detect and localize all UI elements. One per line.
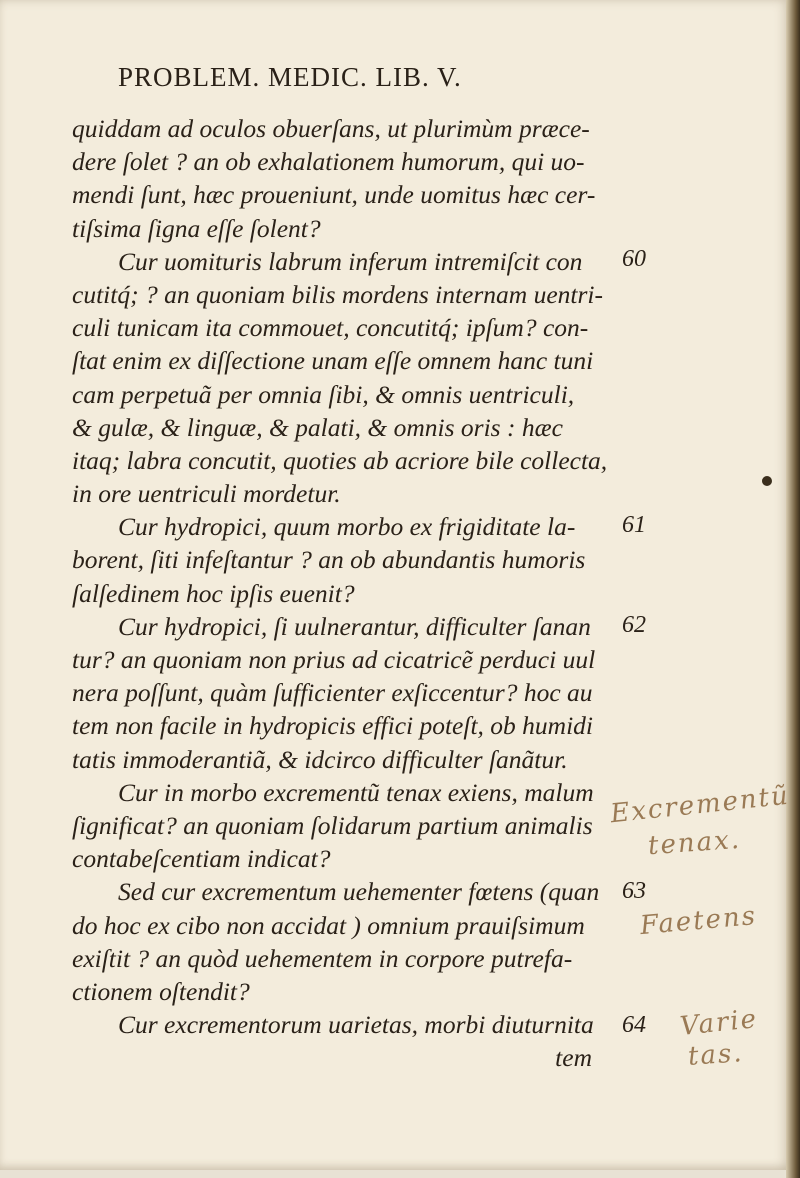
text-line: Cur in morbo excrementũ tenax exiens, malum <box>118 777 594 807</box>
text-line: borent, ſiti infeſtantur ? an ob abundantis humoris <box>72 545 586 575</box>
text-line: exiſtit ? an quòd uehementem in corpore putrefa- <box>72 943 573 973</box>
page-edge <box>786 0 800 1178</box>
text-line: do hoc ex cibo non accidat ) omnium prauiſsimum <box>72 910 585 940</box>
text-line: & gulæ, & linguæ, & palati, & omnis oris : hæc <box>72 412 563 442</box>
handwritten-note: Faetens <box>638 900 759 942</box>
text-line: dere ſolet ? an ob exhalationem humorum, qui uo- <box>72 147 585 177</box>
text-line: cam perpetuã per omnia ſibi, & omnis uentriculi, <box>72 379 575 409</box>
running-header: PROBLEM. MEDIC. LIB. V. <box>118 62 462 92</box>
text-line: Cur uomituris labrum inferum intremiſcit con <box>118 246 583 276</box>
text-line: ctionem oſtendit? <box>72 976 250 1006</box>
text-line: ſignificat? an quoniam ſolidarum partium animalis <box>72 810 593 840</box>
text-line: culi tunicam ita commouet, concutitq́; ipſum? con- <box>72 313 589 343</box>
margin-number: 60 <box>622 246 646 272</box>
catchword: tem <box>555 1043 592 1073</box>
text-line: in ore uentriculi mordetur. <box>72 479 341 509</box>
handwritten-note: tenax. <box>647 824 742 862</box>
margin-number: 63 <box>622 878 646 904</box>
handwritten-note: tas. <box>687 1038 745 1072</box>
ink-spot <box>762 476 772 486</box>
margin-number: 62 <box>622 612 646 638</box>
handwritten-note: Varie <box>678 1004 760 1042</box>
text-line: ſtat enim ex diſſectione unam eſſe omnem hanc tuni <box>72 346 594 376</box>
text-line: Cur hydropici, ſi uulnerantur, difficulter ſanan <box>118 611 591 641</box>
text-line: tiſsima ſigna eſſe ſolent? <box>72 213 321 243</box>
margin-number: 61 <box>622 512 646 538</box>
text-line: tem non facile in hydropicis effici poteſt, ob humidi <box>72 711 594 741</box>
handwritten-note: Excrementũ <box>608 780 792 830</box>
text-line: contabeſcentiam indicat? <box>72 844 331 874</box>
text-line: cutitq́; ? an quoniam bilis mordens internam uentri- <box>72 279 603 309</box>
text-line: Sed cur excrementum uehementer fœtens (quan <box>118 877 600 907</box>
body-text <box>72 112 608 1074</box>
text-line: ſalſedinem hoc ipſis euenit? <box>72 578 355 608</box>
text-line: mendi ſunt, hæc proueniunt, unde uomitus hæc cer- <box>72 180 596 210</box>
text-line: Cur hydropici, quum morbo ex frigiditate la- <box>118 512 576 542</box>
text-line: itaq; labra concutit, quoties ab acriore bile collecta, <box>72 445 608 475</box>
text-line: tur? an quoniam non prius ad cicatricẽ perduci uul <box>72 645 596 674</box>
margin-number: 64 <box>622 1012 646 1038</box>
text-line: quiddam ad oculos obuerſans, ut plurimùm præce- <box>72 114 590 143</box>
text-line: nera poſſunt, quàm ſufficienter exſiccentur? hoc au <box>72 678 593 708</box>
text-line: tatis immoderantiã, & idcirco difficulter ſanãtur. <box>72 744 568 774</box>
text-line: Cur excrementorum uarietas, morbi diuturnita <box>118 1010 594 1040</box>
